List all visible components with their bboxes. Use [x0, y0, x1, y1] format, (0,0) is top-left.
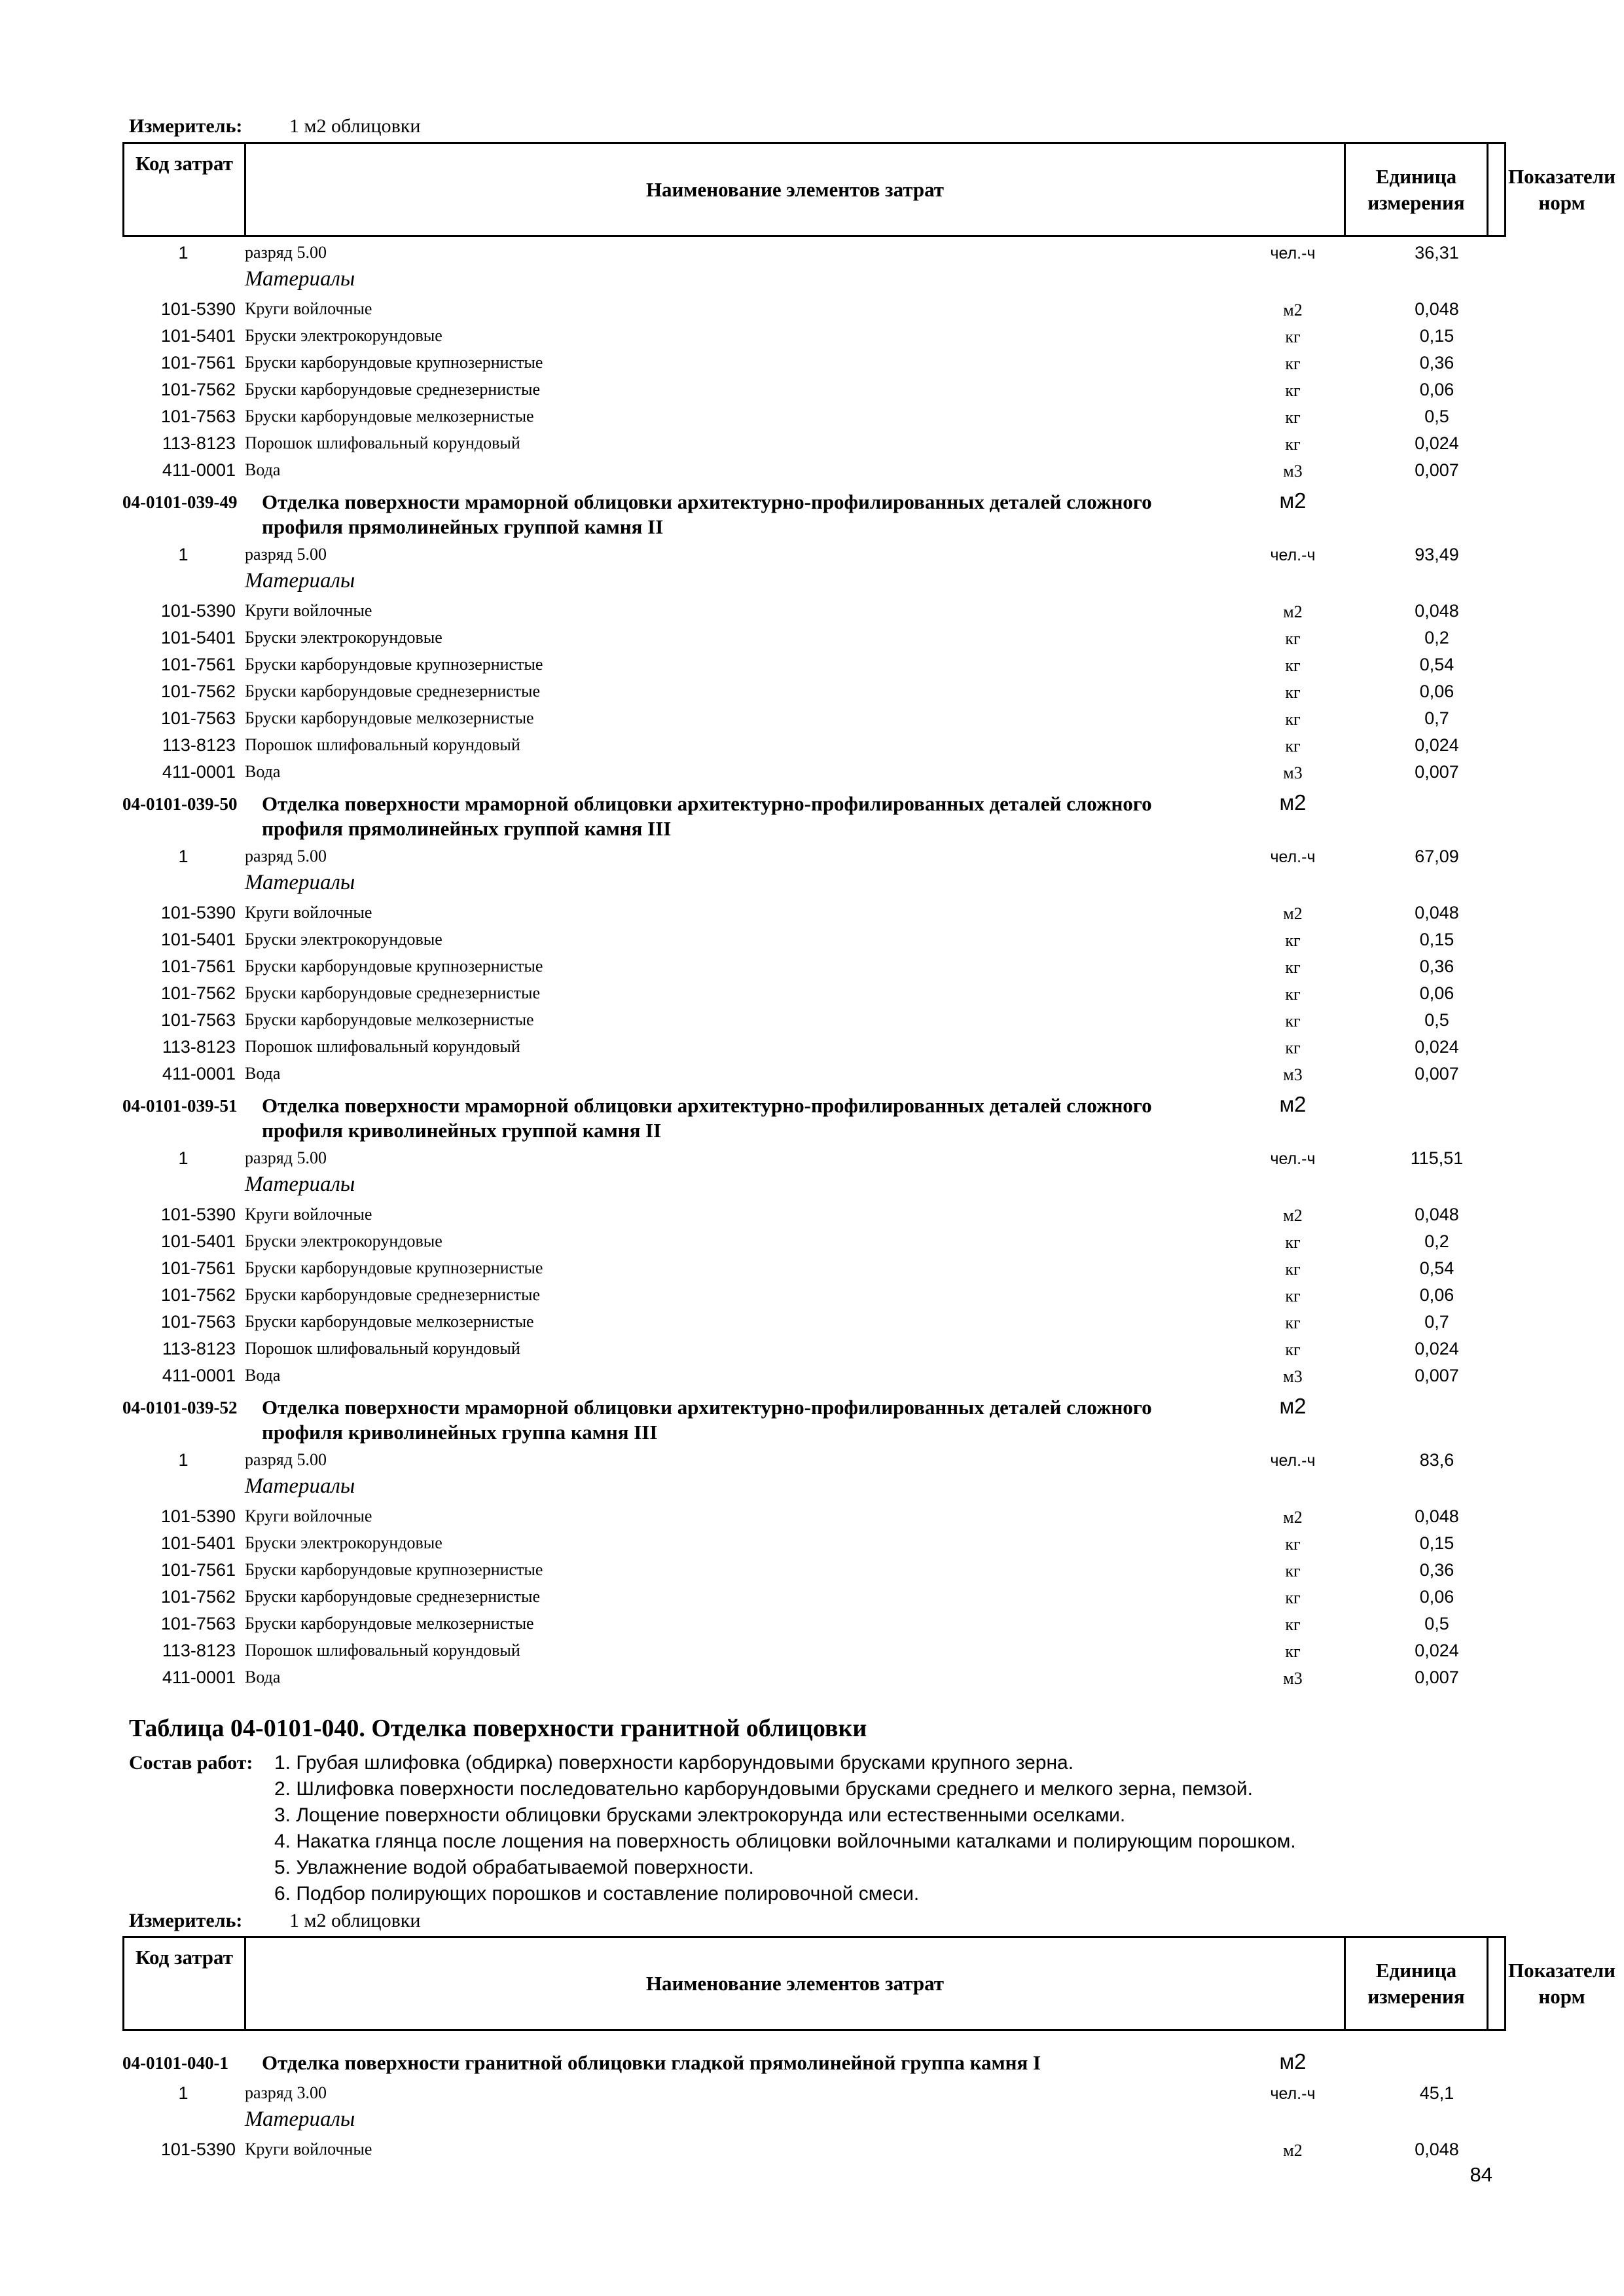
row-code: 1: [178, 243, 189, 263]
row-name: Бруски карборундовые среднезернистые: [245, 1285, 541, 1304]
table-row: [0, 349, 1624, 376]
row-value: 0,024: [1415, 433, 1459, 453]
row-value: 67,09: [1415, 847, 1459, 866]
section-unit: м2: [1279, 790, 1307, 814]
table-row: [0, 1228, 1624, 1255]
row-name: разряд 5.00: [245, 1148, 327, 1167]
row-unit: кг: [1285, 683, 1301, 702]
table-row: [0, 1006, 1624, 1034]
work-item: 3. Лощение поверхности облицовки брусками электрокорунда или естественными оселками.: [274, 1804, 1126, 1826]
row-unit: кг: [1285, 1011, 1301, 1030]
row-unit: кг: [1285, 1561, 1301, 1580]
table-row: [0, 295, 1624, 323]
row-name: Круги войлочные: [245, 903, 372, 922]
section-title: Отделка поверхности мраморной облицовки архитектурно-профилированных деталей сложного профиля криволинейных группой камня II: [262, 1094, 1152, 1142]
row-value: 0,007: [1415, 1064, 1459, 1084]
row-code: 101-7563: [160, 1312, 236, 1332]
row-unit: чел.-ч: [1270, 848, 1316, 866]
row-code: 101-7561: [160, 957, 236, 976]
row-value: 0,007: [1415, 762, 1459, 782]
row-unit: чел.-ч: [1270, 1451, 1316, 1470]
row-value: 0,15: [1419, 1533, 1454, 1553]
row-value: 0,048: [1415, 1205, 1459, 1224]
row-name: Материалы: [245, 267, 355, 291]
row-code: 101-5390: [160, 1506, 236, 1526]
row-name: Материалы: [245, 2107, 355, 2131]
row-unit: кг: [1285, 1588, 1301, 1607]
table-row: [0, 899, 1624, 926]
row-code: 101-5390: [160, 2140, 236, 2159]
row-name: Бруски электрокорундовые: [245, 930, 442, 949]
header-norm: Показатели норм: [1487, 144, 1624, 235]
row-unit: кг: [1285, 1286, 1301, 1305]
row-name: Порошок шлифовальный корундовый: [245, 433, 520, 452]
row-code: 101-7561: [160, 655, 236, 674]
table-header: [122, 142, 1615, 237]
row-name: Бруски карборундовые среднезернистые: [245, 380, 541, 399]
section-title: Отделка поверхности мраморной облицовки архитектурно-профилированных деталей сложного профиля прямолинейных группой камня II: [262, 490, 1152, 538]
row-code: 101-7561: [160, 1258, 236, 1278]
row-value: 93,49: [1415, 545, 1459, 564]
table-row: [0, 1281, 1624, 1309]
row-code: 101-5401: [160, 326, 236, 346]
row-value: 0,024: [1415, 1037, 1459, 1057]
header-norm: Показатели норм: [1487, 1938, 1624, 2029]
section-code: 04-0101-039-52: [122, 1398, 238, 1417]
row-name: Бруски карборундовые мелкозернистые: [245, 407, 534, 426]
table-row: [0, 1473, 1624, 1501]
table-row: [0, 266, 1624, 293]
row-value: 0,048: [1415, 299, 1459, 319]
measure-value: 1 м2 облицовки: [289, 115, 421, 137]
row-value: 0,024: [1415, 1339, 1459, 1358]
row-code: 1: [178, 847, 189, 866]
row-unit: кг: [1285, 1615, 1301, 1634]
row-code: 101-7562: [160, 380, 236, 399]
header-name: Наименование элементов затрат: [244, 144, 1344, 235]
row-name: Бруски карборундовые крупнозернистые: [245, 957, 543, 975]
row-name: Круги войлочные: [245, 2140, 372, 2159]
row-code: 113-8123: [162, 433, 236, 453]
row-unit: чел.-ч: [1270, 546, 1316, 564]
measure-label: Измеритель:: [129, 115, 243, 137]
row-name: Материалы: [245, 871, 355, 894]
work-item: 1. Грубая шлифовка (обдирка) поверхности карборундовыми брусками крупного зерна.: [274, 1752, 1074, 1774]
row-name: Бруски электрокорундовые: [245, 628, 442, 647]
row-name: Бруски электрокорундовые: [245, 1533, 442, 1552]
row-code: 113-8123: [162, 735, 236, 755]
row-value: 45,1: [1419, 2083, 1454, 2103]
section-title: Отделка поверхности мраморной облицовки архитектурно-профилированных деталей сложного профиля прямолинейных группой камня III: [262, 792, 1152, 840]
table-row: [0, 322, 1624, 350]
row-value: 0,2: [1424, 1231, 1449, 1251]
row-value: 0,06: [1419, 983, 1454, 1003]
section-unit: м2: [1279, 1394, 1307, 1418]
row-code: 101-5401: [160, 628, 236, 647]
row-value: 0,54: [1419, 655, 1454, 674]
row-unit: кг: [1285, 958, 1301, 977]
row-value: 0,5: [1424, 1010, 1449, 1030]
row-name: Бруски карборундовые среднезернистые: [245, 682, 541, 701]
table-row: [0, 1254, 1624, 1282]
measure-value: 1 м2 облицовки: [289, 1910, 421, 1931]
table-row: [0, 1201, 1624, 1228]
row-name: Бруски электрокорундовые: [245, 326, 442, 345]
row-name: Материалы: [245, 1474, 355, 1498]
row-name: Круги войлочные: [245, 1506, 372, 1525]
table-row: [0, 979, 1624, 1007]
row-name: разряд 3.00: [245, 2083, 327, 2102]
table-row: [0, 869, 1624, 897]
row-unit: кг: [1285, 1535, 1301, 1554]
section-header: [0, 487, 1624, 542]
row-name: Бруски карборундовые крупнозернистые: [245, 655, 543, 674]
section-header: [0, 789, 1624, 844]
header-unit: Единица измерения: [1344, 144, 1487, 235]
table-row: [0, 2079, 1624, 2107]
section-title: Отделка поверхности гранитной облицовки гладкой прямолинейной группа камня I: [262, 2051, 1041, 2074]
row-unit: кг: [1285, 710, 1301, 729]
row-code: 1: [178, 2083, 189, 2103]
section-code: 04-0101-039-49: [122, 492, 238, 512]
table-row: [0, 1503, 1624, 1530]
row-unit: кг: [1285, 656, 1301, 675]
row-code: 101-7562: [160, 1587, 236, 1607]
work-item: 6. Подбор полирующих порошков и составление полировочной смеси.: [274, 1883, 920, 1904]
row-unit: кг: [1285, 1340, 1301, 1359]
row-value: 36,31: [1415, 243, 1459, 263]
row-value: 0,06: [1419, 380, 1454, 399]
row-code: 101-5390: [160, 903, 236, 922]
row-value: 0,06: [1419, 1285, 1454, 1305]
row-unit: кг: [1285, 1642, 1301, 1661]
row-value: 0,024: [1415, 1641, 1459, 1660]
measure-label: Измеритель:: [129, 1910, 243, 1931]
row-code: 101-7562: [160, 682, 236, 701]
table-row: [0, 1664, 1624, 1691]
table-row: [0, 926, 1624, 953]
row-code: 411-0001: [162, 1366, 236, 1385]
row-value: 83,6: [1419, 1450, 1454, 1470]
row-value: 0,54: [1419, 1258, 1454, 1278]
table-row: [0, 1335, 1624, 1362]
row-value: 0,048: [1415, 2140, 1459, 2159]
table-row: [0, 429, 1624, 457]
row-unit: м3: [1283, 763, 1303, 782]
row-name: Вода: [245, 1366, 281, 1385]
table-row: [0, 1583, 1624, 1611]
section-unit: м2: [1279, 1092, 1307, 1116]
row-unit: кг: [1285, 737, 1301, 756]
header-code: Код затрат: [135, 152, 233, 175]
row-unit: м2: [1283, 301, 1303, 319]
table-row: [0, 624, 1624, 651]
row-value: 0,048: [1415, 903, 1459, 922]
table-row: [0, 1144, 1624, 1172]
row-unit: м3: [1283, 1065, 1303, 1084]
table-row: [0, 2106, 1624, 2134]
row-unit: м2: [1283, 602, 1303, 621]
row-value: 0,36: [1419, 1560, 1454, 1580]
table-row: [0, 1060, 1624, 1087]
row-value: 0,048: [1415, 1506, 1459, 1526]
row-code: 101-7562: [160, 983, 236, 1003]
row-code: 101-5390: [160, 601, 236, 621]
row-name: Порошок шлифовальный корундовый: [245, 735, 520, 754]
row-value: 0,2: [1424, 628, 1449, 647]
row-code: 1: [178, 1450, 189, 1470]
section-unit: м2: [1279, 2049, 1307, 2073]
row-code: 101-7563: [160, 1010, 236, 1030]
row-value: 0,15: [1419, 930, 1454, 949]
row-code: 411-0001: [162, 1667, 236, 1687]
row-unit: кг: [1285, 1233, 1301, 1252]
row-unit: чел.-ч: [1270, 244, 1316, 263]
row-value: 0,7: [1424, 1312, 1449, 1332]
row-code: 101-7562: [160, 1285, 236, 1305]
table-row: [0, 541, 1624, 568]
row-code: 113-8123: [162, 1641, 236, 1660]
row-name: разряд 5.00: [245, 243, 327, 262]
row-name: Вода: [245, 1667, 281, 1686]
table-row: [0, 568, 1624, 595]
row-unit: кг: [1285, 931, 1301, 950]
row-name: Круги войлочные: [245, 601, 372, 620]
row-value: 0,06: [1419, 1587, 1454, 1607]
sostav-label: Состав работ:: [129, 1752, 253, 1774]
table-row: [0, 1446, 1624, 1474]
row-unit: м3: [1283, 462, 1303, 481]
row-unit: м3: [1283, 1669, 1303, 1688]
row-unit: кг: [1285, 1260, 1301, 1279]
row-code: 1: [178, 1148, 189, 1168]
table-header-2: [122, 1936, 1615, 2031]
table-row: [0, 239, 1624, 266]
table-row: [0, 731, 1624, 759]
header-name: Наименование элементов затрат: [244, 1938, 1344, 2029]
table-row: [0, 2136, 1624, 2163]
row-unit: м2: [1283, 1508, 1303, 1527]
row-unit: чел.-ч: [1270, 2085, 1316, 2103]
work-item: 4. Накатка глянца после лощения на поверхность облицовки войлочными каталками и полирующим порошком.: [274, 1831, 1296, 1852]
row-unit: кг: [1285, 985, 1301, 1004]
table-row: [0, 403, 1624, 430]
row-name: разряд 5.00: [245, 545, 327, 564]
section-code: 04-0101-039-50: [122, 794, 238, 814]
table-row: [0, 843, 1624, 870]
row-code: 101-5390: [160, 1205, 236, 1224]
row-value: 0,007: [1415, 1366, 1459, 1385]
row-value: 0,15: [1419, 326, 1454, 346]
section-code: 04-0101-040-1: [122, 2053, 228, 2073]
row-unit: кг: [1285, 354, 1301, 373]
table-row: [0, 704, 1624, 732]
row-code: 101-5401: [160, 930, 236, 949]
section-unit: м2: [1279, 488, 1307, 513]
row-name: Бруски электрокорундовые: [245, 1231, 442, 1250]
row-name: Бруски карборундовые мелкозернистые: [245, 1312, 534, 1331]
row-value: 0,048: [1415, 601, 1459, 621]
row-code: 101-7563: [160, 407, 236, 426]
row-unit: м2: [1283, 2141, 1303, 2160]
row-value: 0,5: [1424, 1614, 1449, 1633]
table-row: [0, 1171, 1624, 1199]
row-code: 101-7561: [160, 353, 236, 373]
table-row: [0, 1308, 1624, 1336]
section-code: 04-0101-039-51: [122, 1096, 238, 1116]
table-row: [0, 1362, 1624, 1389]
row-unit: кг: [1285, 408, 1301, 427]
row-name: разряд 5.00: [245, 1450, 327, 1469]
row-value: 0,36: [1419, 957, 1454, 976]
table-row: [0, 758, 1624, 786]
row-code: 411-0001: [162, 762, 236, 782]
row-name: Бруски карборундовые среднезернистые: [245, 1587, 541, 1606]
row-unit: кг: [1285, 381, 1301, 400]
row-name: Бруски карборундовые мелкозернистые: [245, 1010, 534, 1029]
row-name: Бруски карборундовые мелкозернистые: [245, 708, 534, 727]
work-item: 2. Шлифовка поверхности последовательно карборундовыми брусками среднего и мелкого зерна, пемзой.: [274, 1778, 1253, 1800]
row-code: 101-7561: [160, 1560, 236, 1580]
row-name: разряд 5.00: [245, 847, 327, 866]
row-unit: м2: [1283, 904, 1303, 923]
row-name: Материалы: [245, 1173, 355, 1196]
table-row: [0, 597, 1624, 625]
table-row: [0, 1529, 1624, 1557]
row-code: 1: [178, 545, 189, 564]
table-row: [0, 1637, 1624, 1664]
row-code: 101-7563: [160, 708, 236, 728]
row-code: 101-5401: [160, 1231, 236, 1251]
row-value: 115,51: [1410, 1148, 1464, 1168]
section-header: [0, 1393, 1624, 1448]
table-row: [0, 651, 1624, 678]
row-value: 0,5: [1424, 407, 1449, 426]
row-code: 113-8123: [162, 1037, 236, 1057]
measure-line: [129, 115, 421, 137]
table-row: [0, 456, 1624, 484]
row-code: 101-7563: [160, 1614, 236, 1633]
row-name: Бруски карборундовые мелкозернистые: [245, 1614, 534, 1633]
row-value: 0,007: [1415, 460, 1459, 480]
work-item: 5. Увлажнение водой обрабатываемой поверхности.: [274, 1857, 754, 1878]
row-name: Материалы: [245, 569, 355, 592]
row-name: Бруски карборундовые среднезернистые: [245, 983, 541, 1002]
works-list: [274, 1750, 1296, 1907]
row-code: 411-0001: [162, 460, 236, 480]
table-row: [0, 376, 1624, 403]
row-code: 113-8123: [162, 1339, 236, 1358]
row-unit: кг: [1285, 435, 1301, 454]
section-header: [0, 1091, 1624, 1146]
row-unit: м3: [1283, 1367, 1303, 1386]
row-code: 101-5401: [160, 1533, 236, 1553]
row-name: Бруски карборундовые крупнозернистые: [245, 353, 543, 372]
row-name: Вода: [245, 1064, 281, 1083]
table-title: Таблица 04-0101-040. Отделка поверхности гранитной облицовки: [129, 1715, 867, 1742]
row-unit: кг: [1285, 327, 1301, 346]
row-value: 0,007: [1415, 1667, 1459, 1687]
table-row: [0, 1033, 1624, 1061]
row-unit: кг: [1285, 1038, 1301, 1057]
row-name: Бруски карборундовые крупнозернистые: [245, 1560, 543, 1579]
row-name: Вода: [245, 762, 281, 781]
row-name: Порошок шлифовальный корундовый: [245, 1037, 520, 1056]
row-value: 0,06: [1419, 682, 1454, 701]
row-value: 0,024: [1415, 735, 1459, 755]
row-name: Круги войлочные: [245, 299, 372, 318]
table-row: [0, 1610, 1624, 1637]
table-row: [0, 953, 1624, 980]
section-title: Отделка поверхности мраморной облицовки архитектурно-профилированных деталей сложного профиля криволинейных группа камня III: [262, 1396, 1152, 1444]
measure-line-2: [129, 1910, 421, 1932]
row-unit: м2: [1283, 1206, 1303, 1225]
row-unit: чел.-ч: [1270, 1150, 1316, 1168]
row-unit: кг: [1285, 1313, 1301, 1332]
row-name: Бруски карборундовые крупнозернистые: [245, 1258, 543, 1277]
table-row: [0, 1556, 1624, 1584]
row-name: Вода: [245, 460, 281, 479]
row-value: 0,7: [1424, 708, 1449, 728]
row-code: 101-5390: [160, 299, 236, 319]
row-name: Круги войлочные: [245, 1205, 372, 1224]
row-name: Порошок шлифовальный корундовый: [245, 1641, 520, 1660]
page-number: 84: [1470, 2163, 1492, 2186]
header-code: Код затрат: [135, 1946, 233, 1969]
row-value: 0,36: [1419, 353, 1454, 373]
table-row: [0, 678, 1624, 705]
row-unit: кг: [1285, 629, 1301, 648]
row-name: Порошок шлифовальный корундовый: [245, 1339, 520, 1358]
row-code: 411-0001: [162, 1064, 236, 1084]
header-unit: Единица измерения: [1344, 1938, 1487, 2029]
